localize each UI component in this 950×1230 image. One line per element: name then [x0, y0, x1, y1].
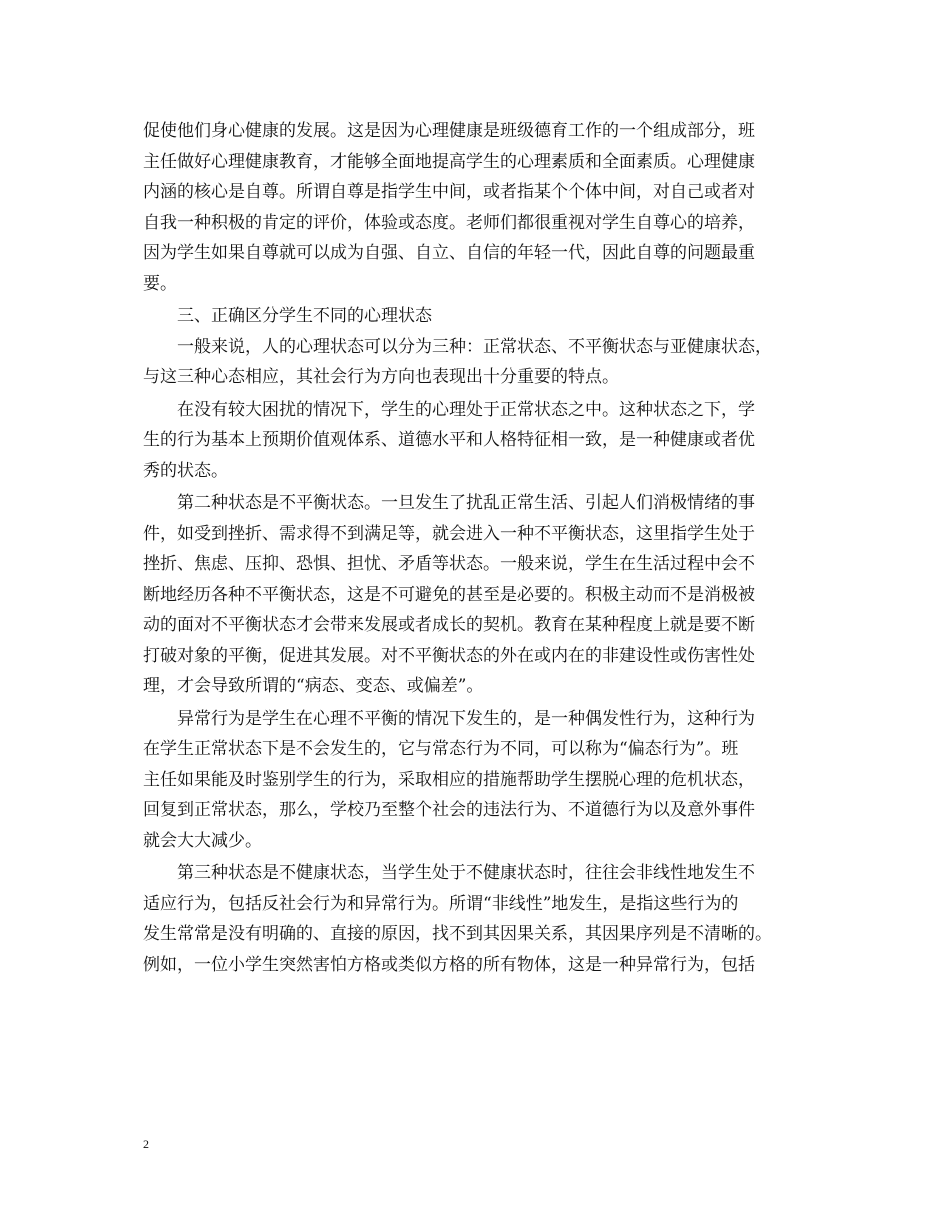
page-number: 2 — [143, 1137, 149, 1151]
text-line: 断地经历各种不平衡状态，这是不可避免的甚至是必要的。积极主动而不是消极被 — [143, 584, 755, 605]
text-line: 例如，一位小学生突然害怕方格或类似方格的所有物体，这是一种异常行为，包括 — [143, 954, 755, 975]
text-line: 件，如受到挫折、需求得不到满足等，就会进入一种不平衡状态，这里指学生处于 — [143, 523, 755, 544]
text-line: 在没有较大困扰的情况下，学生的心理处于正常状态之中。这种状态之下，学 — [177, 399, 755, 420]
text-line: 适应行为，包括反社会行为和异常行为。所谓“非线性”地发生，是指这些行为的 — [143, 893, 739, 914]
text-line: 内涵的核心是自尊。所谓自尊是指学生中间，或者指某个个体中间，对自己或者对 — [143, 182, 755, 202]
text-line: 理，才会导致所谓的“病态、变态、或偏差”。 — [143, 676, 484, 696]
text-line: 第二种状态是不平衡状态。一旦发生了扰乱正常生活、引起人们消极情绪的事 — [177, 493, 755, 513]
text-line: 促使他们身心健康的发展。这是因为心理健康是班级德育工作的一个组成部分，班 — [143, 121, 755, 141]
text-line: 要。 — [143, 273, 177, 294]
section-heading: 三、正确区分学生不同的心理状态 — [177, 306, 432, 326]
body-text — [143, 116, 843, 980]
text-line: 打破对象的平衡，促进其发展。对不平衡状态的外在或内在的非建设性或伤害性处 — [143, 645, 755, 666]
text-line: 生的行为基本上预期价值观体系、道德水平和人格特征相一致，是一种健康或者优 — [143, 430, 755, 450]
text-line: 一般来说，人的心理状态可以分为三种：正常状态、不平衡状态与亚健康状态， — [177, 336, 772, 357]
text-line: 主任如果能及时鉴别学生的行为，采取相应的措施帮助学生摆脱心理的危机状态， — [143, 769, 755, 790]
text-line: 动的面对不平衡状态才会带来发展或者成长的契机。教育在某种程度上就是要不断 — [143, 615, 755, 635]
text-line: 自我一种积极的肯定的评价，体验或态度。老师们都很重视对学生自尊心的培养， — [143, 212, 755, 233]
text-line: 第三种状态是不健康状态，当学生处于不健康状态时，往往会非线性地发生不 — [177, 863, 755, 883]
text-line: 挫折、焦虑、压抑、恐惧、担忧、矛盾等状态。一般来说，学生在生活过程中会不 — [143, 554, 755, 574]
text-line: 与这三种心态相应，其社会行为方向也表现出十分重要的特点。 — [143, 367, 619, 387]
text-line: 回复到正常状态，那么，学校乃至整个社会的违法行为、不道德行为以及意外事件 — [143, 800, 755, 820]
text-line: 在学生正常状态下是不会发生的，它与常态行为不同，可以称为“偏态行为”。班 — [143, 739, 739, 759]
text-line: 异常行为是学生在心理不平衡的情况下发生的，是一种偶发性行为，这种行为 — [177, 708, 755, 729]
text-line: 发生常常是没有明确的、直接的原因，找不到其因果关系，其因果序列是不清晰的。 — [143, 924, 772, 944]
text-line: 就会大大减少。 — [143, 830, 262, 851]
text-line: 秀的状态。 — [143, 460, 228, 481]
text-line: 因为学生如果自尊就可以成为自强、自立、自信的年轻一代，因此自尊的问题最重 — [143, 243, 755, 263]
text-line: 主任做好心理健康教育，才能够全面地提高学生的心理素质和全面素质。心理健康 — [143, 151, 755, 172]
